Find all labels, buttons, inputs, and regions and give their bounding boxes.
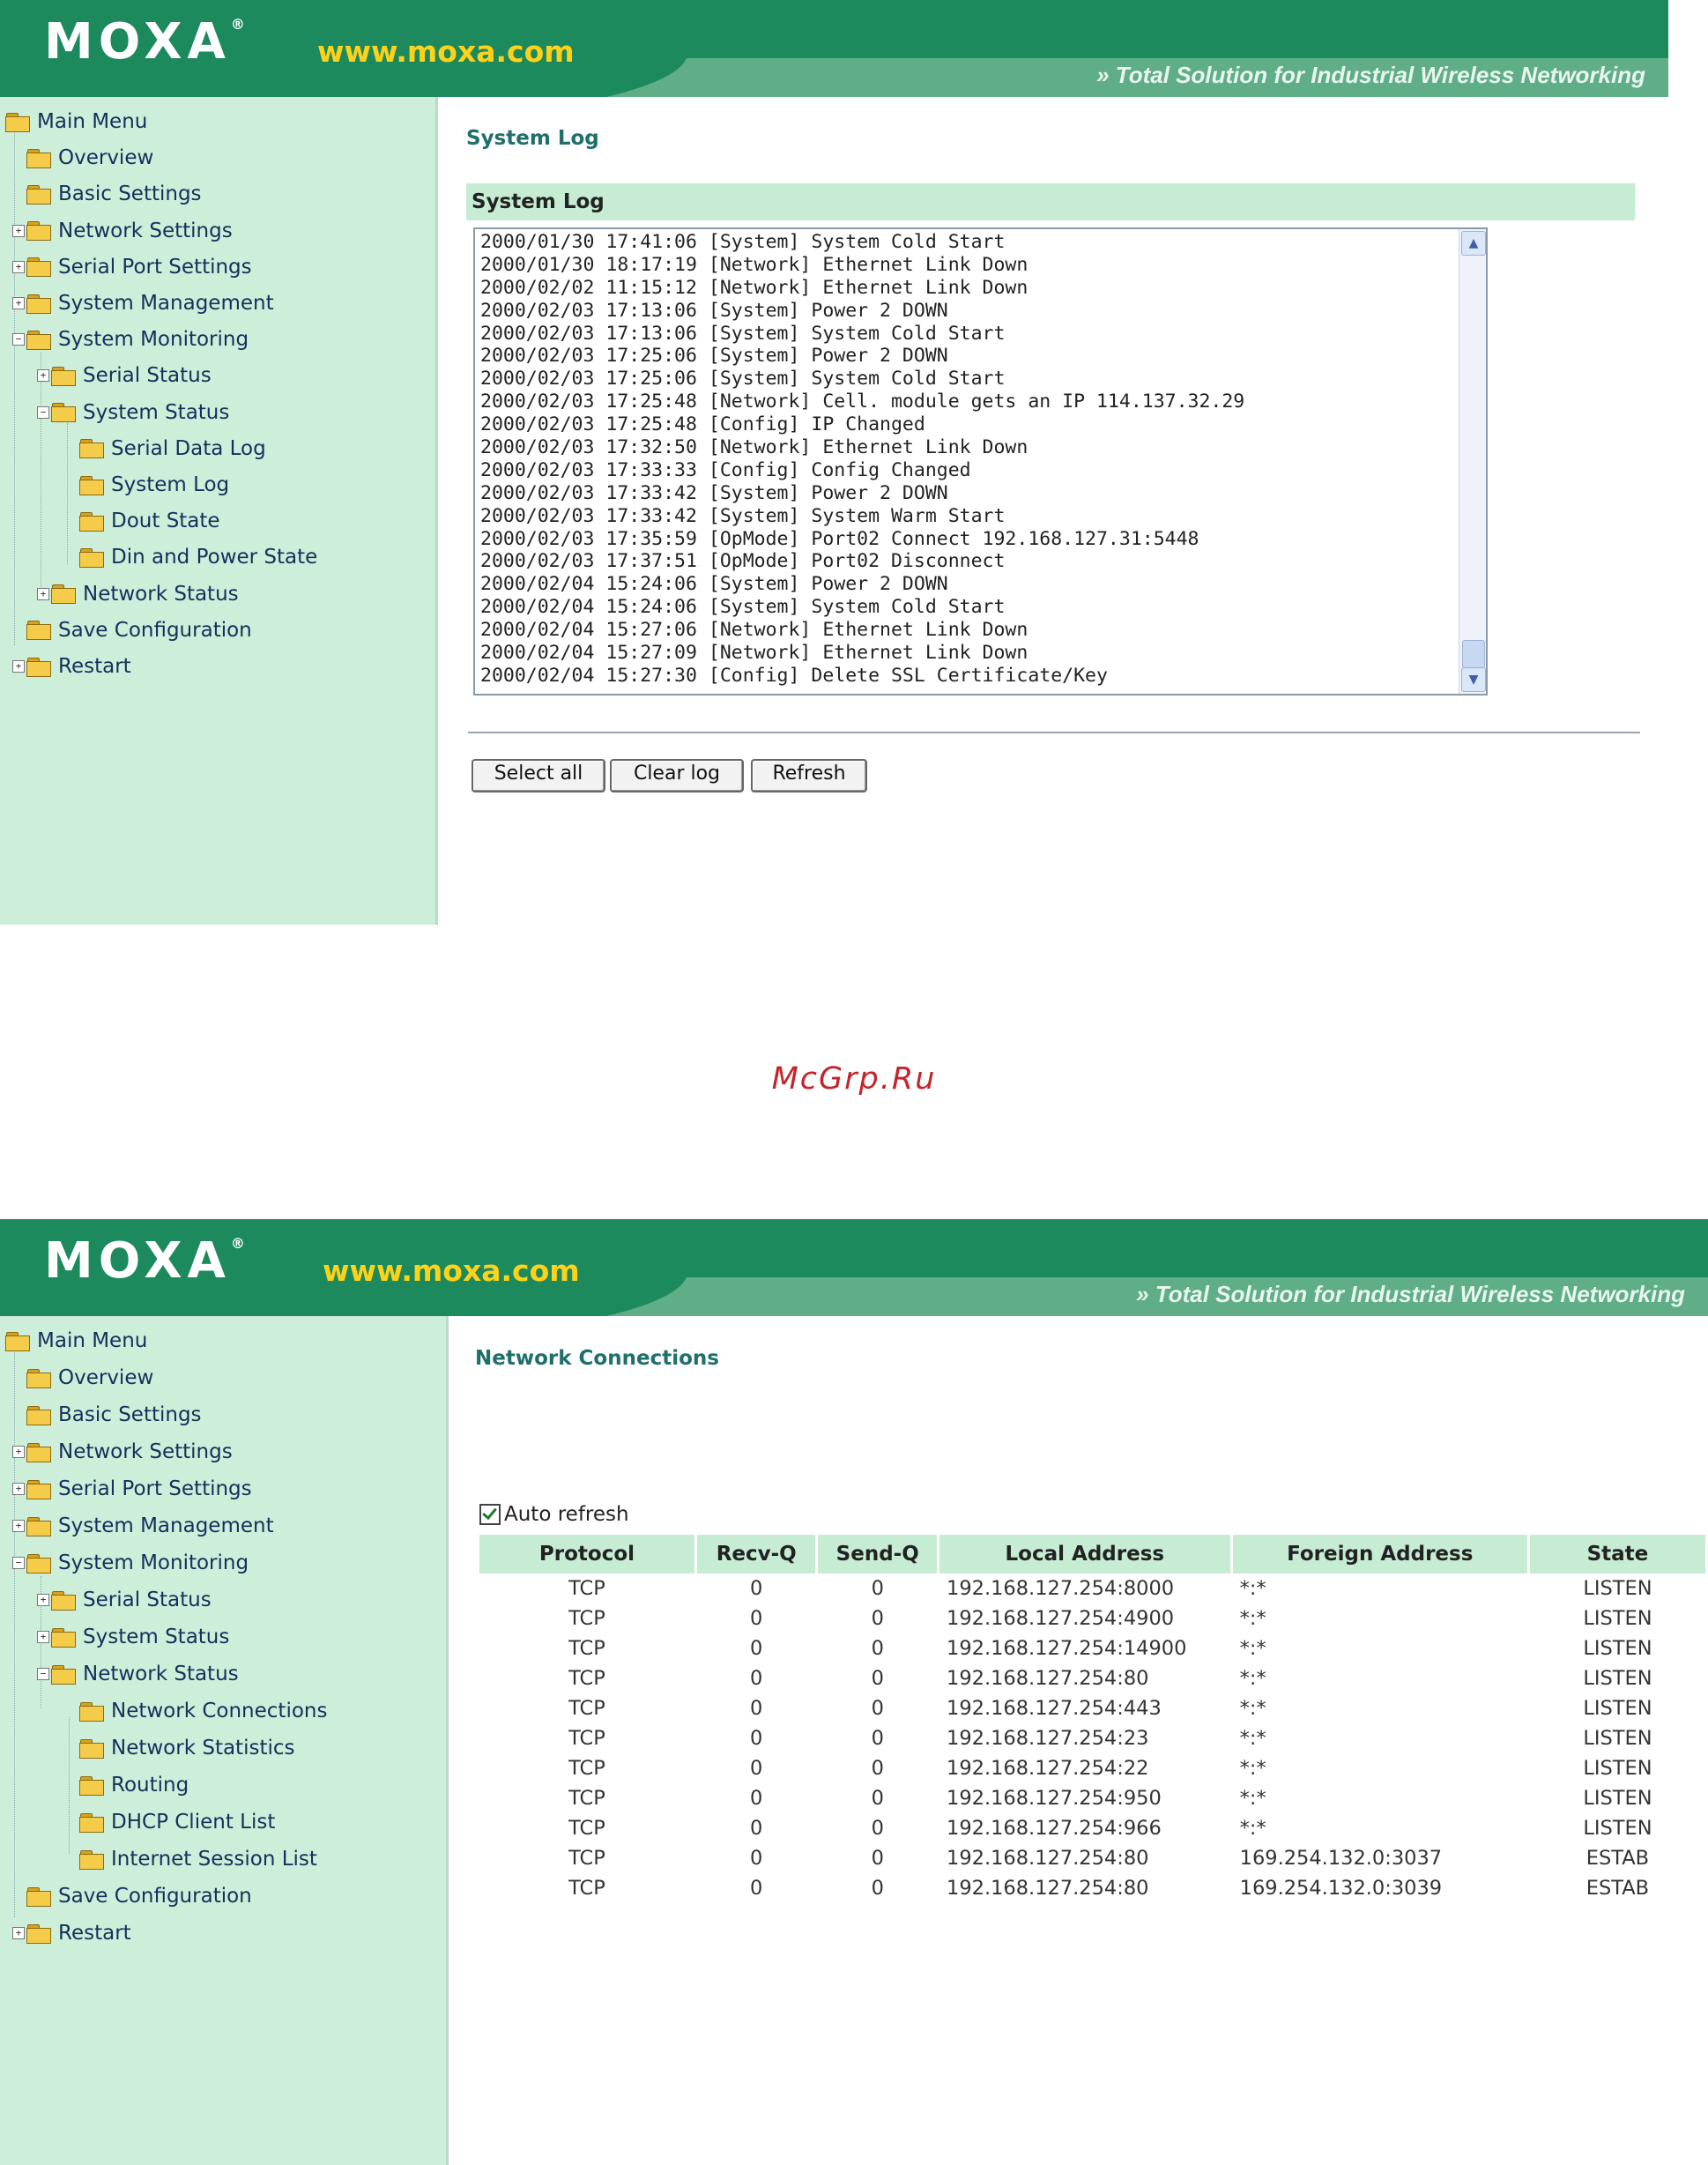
moxa-logo: MOXA® [44, 13, 245, 71]
log-entry[interactable]: 2000/01/30 18:17:19 [Network] Ethernet Link Down [480, 253, 1029, 276]
table-cell: LISTEN [1583, 1577, 1652, 1600]
tagline: » Total Solution for Industrial Wireless Networking [1096, 62, 1645, 88]
sidebar-item-label: Basic Settings [58, 182, 202, 206]
folder-icon [79, 439, 104, 458]
sidebar-item-label: Din and Power State [111, 546, 318, 569]
sidebar-item-label: Network Settings [58, 219, 233, 242]
table-cell: *:* [1239, 1757, 1266, 1780]
sidebar-item-network-settings[interactable] [12, 218, 233, 244]
table-cell: LISTEN [1583, 1787, 1652, 1810]
folder-icon [51, 1628, 76, 1647]
sidebar-item-serial-status[interactable] [37, 362, 212, 389]
column-header-recv-q: Recv-Q [697, 1535, 816, 1574]
folder-icon [26, 1924, 51, 1943]
sidebar-item-serial-data-log[interactable] [79, 435, 266, 462]
sidebar-item-label: System Status [83, 400, 230, 424]
sidebar-item-system-status[interactable] [37, 399, 229, 426]
sidebar-item-dout-state[interactable] [79, 508, 220, 534]
sidebar-menu [0, 97, 438, 925]
log-entry[interactable]: 2000/02/03 17:13:06 [System] Power 2 DOWN [480, 299, 948, 322]
sidebar-item-label: Save Configuration [58, 1885, 252, 1908]
table-cell: 0 [871, 1577, 884, 1600]
header-banner [0, 1219, 1708, 1316]
table-cell: TCP [568, 1847, 605, 1870]
sidebar-item-main-menu[interactable] [5, 108, 147, 135]
sidebar-item-label: Network Statistics [111, 1737, 295, 1760]
sidebar-item-label: Serial Port Settings [58, 1477, 252, 1500]
expand-icon[interactable]: + [12, 1520, 25, 1532]
sidebar-item-label: System Monitoring [58, 1551, 249, 1574]
expand-icon[interactable]: + [12, 261, 25, 273]
sidebar-item-label: Basic Settings [58, 1403, 202, 1426]
table-cell: 0 [750, 1757, 763, 1780]
folder-icon [51, 367, 76, 385]
sidebar-item-label: Main Menu [37, 110, 148, 133]
folder-icon [26, 294, 51, 313]
table-cell: 0 [750, 1667, 763, 1690]
table-row [479, 1663, 1705, 1693]
expand-icon[interactable]: + [37, 1631, 49, 1643]
sidebar-item-system-log[interactable] [79, 472, 229, 498]
sidebar-item-dhcp-client-list[interactable] [79, 1809, 275, 1835]
scroll-up-icon[interactable]: ▲ [1461, 231, 1486, 256]
log-entry[interactable]: 2000/02/04 15:27:06 [Network] Ethernet Link Down [480, 619, 1029, 642]
table-cell: 0 [750, 1727, 763, 1750]
sidebar-item-label: Network Status [83, 582, 239, 606]
table-cell: 192.168.127.254:950 [947, 1787, 1162, 1810]
folder-icon [26, 1369, 51, 1388]
auto-refresh-checkbox[interactable] [479, 1504, 501, 1525]
table-cell: TCP [568, 1667, 605, 1690]
expand-icon[interactable]: + [12, 1927, 25, 1939]
log-entry[interactable]: 2000/01/30 17:41:06 [System] System Cold Start [480, 231, 1006, 253]
table-cell: 192.168.127.254:22 [947, 1757, 1149, 1780]
column-header-protocol: Protocol [479, 1535, 694, 1574]
sidebar-item-label: Serial Data Log [111, 436, 266, 460]
table-row [479, 1723, 1705, 1753]
sidebar-item-label: Dout State [111, 510, 220, 533]
folder-icon [79, 1739, 104, 1758]
table-cell: LISTEN [1583, 1607, 1652, 1630]
section-header: System Log [466, 183, 1635, 220]
log-entry[interactable]: 2000/02/03 17:37:51 [OpMode] Port02 Disconnect [480, 550, 1006, 573]
table-cell: TCP [568, 1757, 605, 1780]
table-cell: TCP [568, 1607, 605, 1630]
sidebar-item-serial-port-settings[interactable] [12, 254, 252, 280]
moxa-logo: MOXA® [44, 1232, 245, 1290]
sidebar-menu [0, 1316, 449, 2165]
table-cell: *:* [1239, 1607, 1266, 1630]
table-cell: *:* [1239, 1667, 1266, 1690]
log-entry[interactable]: 2000/02/03 17:25:48 [Config] IP Changed [480, 413, 925, 436]
log-entry[interactable]: 2000/02/04 15:27:30 [Config] Delete SSL Certificate/Key [480, 664, 1108, 687]
log-entry[interactable]: 2000/02/03 17:33:42 [System] System Warm Start [480, 504, 1006, 527]
expand-icon[interactable]: + [12, 225, 25, 237]
sidebar-item-serial-port-settings[interactable] [12, 1476, 252, 1502]
table-cell: TCP [568, 1817, 605, 1840]
table-cell: 0 [871, 1877, 884, 1900]
sidebar-item-restart[interactable] [12, 653, 131, 680]
sidebar-item-label: System Management [58, 1514, 274, 1537]
table-cell: TCP [568, 1697, 605, 1720]
sidebar-item-label: Network Status [83, 1663, 239, 1685]
expand-icon[interactable]: + [12, 660, 25, 673]
log-entry[interactable]: 2000/02/02 11:15:12 [Network] Ethernet Link Down [480, 276, 1029, 299]
main-content [449, 1316, 1708, 2165]
table-row [479, 1633, 1705, 1663]
folder-icon [79, 1702, 104, 1721]
sidebar-item-label: Network Settings [58, 1440, 233, 1463]
folder-icon [51, 1591, 76, 1610]
folder-icon [79, 476, 104, 495]
table-cell: 0 [750, 1847, 763, 1870]
table-cell: 0 [871, 1667, 884, 1690]
table-cell: 0 [750, 1637, 763, 1660]
auto-refresh-toggle[interactable] [479, 1503, 629, 1526]
table-cell: 192.168.127.254:4900 [947, 1607, 1175, 1630]
sidebar-item-label: Main Menu [37, 1329, 148, 1352]
table-cell: LISTEN [1583, 1697, 1652, 1720]
table-cell: 192.168.127.254:14900 [947, 1637, 1187, 1660]
sidebar-item-label: Network Connections [111, 1700, 328, 1722]
sidebar-item-label: Routing [111, 1774, 189, 1797]
folder-icon [26, 149, 51, 167]
table-cell: 0 [750, 1877, 763, 1900]
folder-icon [79, 1813, 104, 1832]
sidebar-item-serial-status[interactable] [37, 1587, 212, 1613]
table-cell: 0 [871, 1787, 884, 1810]
table-cell: 0 [871, 1757, 884, 1780]
table-cell: TCP [568, 1787, 605, 1810]
table-cell: *:* [1239, 1787, 1266, 1810]
table-cell: 192.168.127.254:80 [947, 1847, 1149, 1870]
sidebar-item-network-settings[interactable] [12, 1439, 233, 1465]
expand-icon[interactable]: + [12, 297, 25, 309]
sidebar-item-system-management[interactable] [12, 290, 274, 316]
sidebar-item-basic-settings[interactable] [12, 1402, 202, 1428]
sidebar-item-system-monitoring[interactable] [12, 1550, 249, 1576]
folder-icon [79, 512, 104, 531]
auto-refresh-label: Auto refresh [504, 1503, 629, 1526]
table-cell: LISTEN [1583, 1727, 1652, 1750]
folder-icon [79, 1776, 104, 1795]
sidebar-item-overview[interactable] [12, 145, 153, 171]
table-cell: 0 [750, 1607, 763, 1630]
sidebar-item-label: DHCP Client List [111, 1811, 276, 1834]
table-cell: 169.254.132.0:3037 [1239, 1847, 1443, 1870]
sidebar-item-basic-settings[interactable] [12, 181, 202, 207]
table-cell: *:* [1239, 1577, 1266, 1600]
folder-icon [26, 1554, 51, 1573]
sidebar-item-save-configuration[interactable] [12, 617, 252, 644]
expand-icon[interactable]: + [12, 1446, 25, 1458]
sidebar-item-din-and-power-state[interactable] [79, 544, 317, 570]
folder-icon [26, 621, 51, 639]
table-cell: LISTEN [1583, 1757, 1652, 1780]
sidebar-item-save-configuration[interactable] [12, 1883, 252, 1909]
folder-icon [5, 113, 30, 131]
table-cell: *:* [1239, 1727, 1266, 1750]
table-cell: 192.168.127.254:443 [947, 1697, 1162, 1720]
expand-icon[interactable]: + [37, 1594, 49, 1606]
table-cell: LISTEN [1583, 1817, 1652, 1840]
table-cell: 0 [871, 1697, 884, 1720]
log-entry[interactable]: 2000/02/04 15:24:06 [System] System Cold Start [480, 596, 1006, 619]
column-header-state: State [1530, 1535, 1705, 1574]
folder-icon [79, 1850, 104, 1869]
sidebar-item-network-connections[interactable] [79, 1698, 327, 1724]
log-scrollbar[interactable] [1459, 229, 1486, 694]
sidebar-item-routing[interactable] [79, 1772, 189, 1798]
table-cell: *:* [1239, 1697, 1266, 1720]
table-cell: 0 [871, 1727, 884, 1750]
expand-icon[interactable]: + [37, 588, 49, 600]
sidebar-item-label: System Management [58, 292, 274, 315]
header-banner [0, 0, 1668, 97]
table-cell: 169.254.132.0:3039 [1239, 1877, 1443, 1900]
network-connections-table [477, 1535, 1708, 1903]
sidebar-item-restart[interactable] [12, 1920, 131, 1946]
folder-icon [51, 584, 76, 603]
column-header-local-address: Local Address [939, 1535, 1230, 1574]
table-cell: TCP [568, 1877, 605, 1900]
folder-icon [26, 1480, 51, 1499]
table-row [479, 1574, 1705, 1603]
select-all-button[interactable]: Select all [472, 759, 605, 792]
table-row [479, 1693, 1705, 1723]
log-entry[interactable]: 2000/02/03 17:25:06 [System] Power 2 DOWN [480, 345, 948, 368]
table-cell: TCP [568, 1727, 605, 1750]
column-header-foreign-address: Foreign Address [1233, 1535, 1527, 1574]
refresh-button[interactable]: Refresh [751, 759, 867, 792]
sidebar-item-network-status[interactable] [37, 1661, 239, 1687]
table-cell: 0 [750, 1697, 763, 1720]
folder-icon [26, 1887, 51, 1906]
log-entry[interactable]: 2000/02/03 17:35:59 [OpMode] Port02 Connect 192.168.127.31:5448 [480, 527, 1199, 550]
table-cell: TCP [568, 1637, 605, 1660]
collapse-icon[interactable]: − [12, 1557, 25, 1569]
folder-icon [26, 658, 51, 676]
screenshot-system-log [0, 0, 1668, 925]
scroll-thumb[interactable] [1462, 640, 1485, 668]
folder-icon [51, 403, 76, 421]
sidebar-item-system-management[interactable] [12, 1513, 274, 1539]
table-cell: *:* [1239, 1637, 1266, 1660]
table-row [479, 1753, 1705, 1783]
sidebar-item-main-menu[interactable] [5, 1328, 147, 1354]
moxa-url-link[interactable]: www.moxa.com [323, 1254, 580, 1288]
folder-icon [26, 1406, 51, 1425]
sidebar-item-label: Serial Status [83, 1588, 212, 1611]
log-entry[interactable]: 2000/02/04 15:24:06 [System] Power 2 DOWN [480, 573, 948, 596]
sidebar-item-label: Restart [58, 655, 131, 678]
screenshot-network-connections [0, 1219, 1708, 2165]
sidebar-item-label: Serial Status [83, 364, 212, 388]
sidebar-item-label: Save Configuration [58, 618, 252, 642]
table-cell: LISTEN [1583, 1667, 1652, 1690]
folder-icon [26, 1443, 51, 1462]
table-cell: TCP [568, 1577, 605, 1600]
page-title: System Log [466, 127, 599, 150]
folder-icon [51, 1665, 76, 1684]
collapse-icon[interactable]: − [12, 333, 25, 346]
table-cell: 0 [871, 1607, 884, 1630]
page-title: Network Connections [475, 1347, 719, 1370]
sidebar-item-label: System Log [111, 473, 230, 496]
folder-icon [26, 1517, 51, 1536]
sidebar-item-label: Serial Port Settings [58, 255, 252, 279]
table-cell: 192.168.127.254:966 [947, 1817, 1162, 1840]
column-header-send-q: Send-Q [818, 1535, 937, 1574]
log-entry[interactable]: 2000/02/03 17:33:42 [System] Power 2 DOWN [480, 481, 948, 504]
sidebar-item-internet-session-list[interactable] [79, 1846, 317, 1872]
table-cell: 0 [750, 1577, 763, 1600]
table-cell: *:* [1239, 1817, 1266, 1840]
sidebar-item-network-status[interactable] [37, 581, 239, 607]
folder-icon [5, 1332, 30, 1350]
log-entry[interactable]: 2000/02/03 17:32:50 [Network] Ethernet Link Down [480, 436, 1029, 459]
clear-log-button[interactable]: Clear log [610, 759, 744, 792]
folder-icon [26, 185, 51, 204]
table-row [479, 1813, 1705, 1843]
collapse-icon[interactable]: − [37, 1668, 49, 1680]
table-row [479, 1873, 1705, 1903]
folder-icon [26, 221, 51, 240]
log-entry[interactable]: 2000/02/04 15:27:09 [Network] Ethernet Link Down [480, 642, 1029, 665]
folder-icon [26, 257, 51, 276]
table-cell: 0 [871, 1637, 884, 1660]
table-cell: 192.168.127.254:80 [947, 1877, 1149, 1900]
collapse-icon[interactable]: − [37, 406, 49, 419]
scroll-down-icon[interactable]: ▼ [1461, 667, 1486, 692]
watermark: McGrp.Ru [771, 1061, 937, 1097]
folder-icon [79, 548, 104, 567]
expand-icon[interactable]: + [12, 1483, 25, 1495]
table-cell: ESTAB [1585, 1877, 1650, 1900]
sidebar-item-label: System Monitoring [58, 328, 249, 352]
table-cell: 0 [871, 1847, 884, 1870]
table-cell: 0 [750, 1817, 763, 1840]
main-content [438, 97, 1668, 925]
table-cell: 0 [750, 1787, 763, 1810]
log-entry[interactable]: 2000/02/03 17:13:06 [System] System Cold Start [480, 322, 1006, 345]
tagline: » Total Solution for Industrial Wireless Networking [1136, 1281, 1685, 1307]
table-row [479, 1843, 1705, 1873]
table-row [479, 1783, 1705, 1813]
log-entry[interactable]: 2000/02/03 17:25:48 [Network] Cell. module gets an IP 114.137.32.29 [480, 391, 1245, 413]
table-cell: LISTEN [1583, 1637, 1652, 1660]
log-entry[interactable]: 2000/02/03 17:33:33 [Config] Config Changed [480, 458, 971, 481]
table-cell: 192.168.127.254:23 [947, 1727, 1149, 1750]
table-cell: ESTAB [1585, 1847, 1650, 1870]
sidebar-item-system-status[interactable] [37, 1624, 229, 1650]
sidebar-item-label: Internet Session List [111, 1848, 317, 1871]
sidebar-item-label: Restart [58, 1922, 131, 1945]
log-entry[interactable]: 2000/02/03 17:25:06 [System] System Cold Start [480, 368, 1006, 391]
sidebar-item-label: System Status [83, 1626, 230, 1648]
sidebar-item-overview[interactable] [12, 1365, 153, 1391]
sidebar-item-label: Overview [58, 146, 154, 170]
table-row [479, 1603, 1705, 1633]
system-log-list[interactable] [473, 227, 1488, 696]
sidebar-item-label: Overview [58, 1366, 154, 1389]
folder-icon [26, 331, 51, 349]
table-cell: 0 [871, 1817, 884, 1840]
sidebar-item-network-statistics[interactable] [79, 1735, 294, 1761]
expand-icon[interactable]: + [37, 369, 49, 382]
sidebar-item-system-monitoring[interactable] [12, 326, 249, 353]
table-cell: 192.168.127.254:8000 [947, 1577, 1175, 1600]
table-cell: 192.168.127.254:80 [947, 1667, 1149, 1690]
divider [468, 732, 1640, 734]
moxa-url-link[interactable]: www.moxa.com [317, 34, 575, 69]
